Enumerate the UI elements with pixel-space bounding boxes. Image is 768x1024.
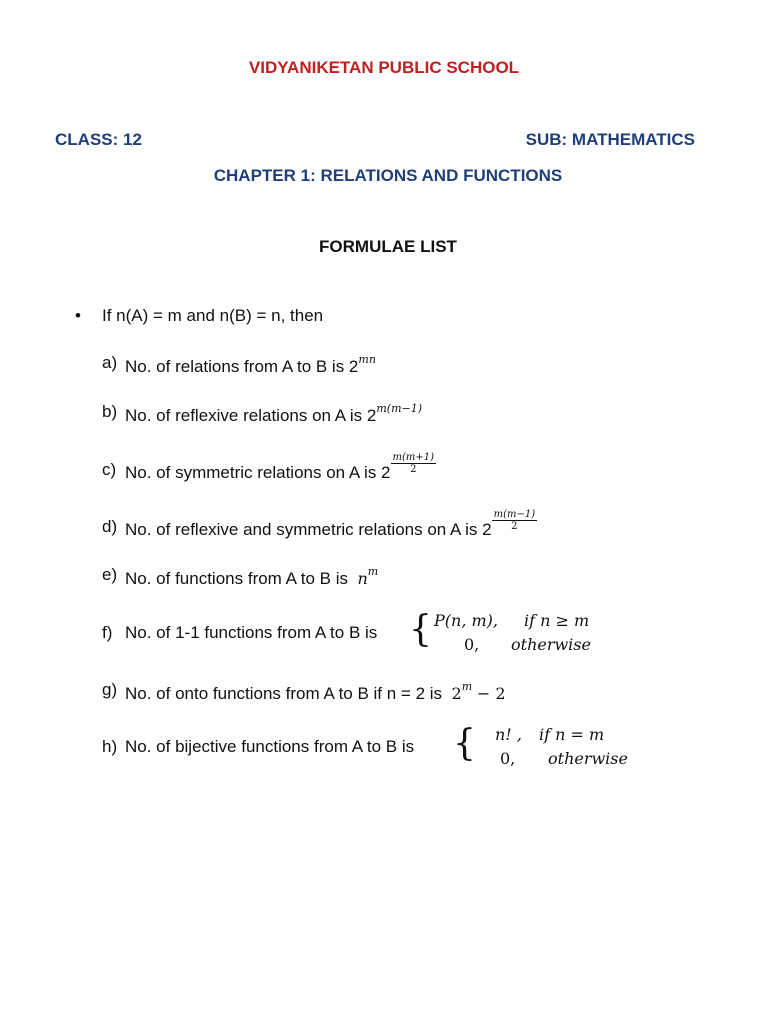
bullet-icon: • <box>75 306 81 325</box>
item-label: c) <box>102 460 117 479</box>
item-text: No. of 1-1 functions from A to B is <box>125 623 378 642</box>
exponent: mn <box>358 353 376 366</box>
bullet-text: If n(A) = m and n(B) = n, then <box>102 306 324 325</box>
item-label: g) <box>102 680 118 699</box>
formula-item <box>125 402 422 426</box>
item-label: a) <box>102 353 118 372</box>
case-value: n! , <box>495 725 522 744</box>
item-text: No. of onto functions from A to B if n = 2 is <box>125 684 443 703</box>
case-value: P(n, m), <box>434 611 498 630</box>
case-condition: if n ≥ m <box>524 611 590 630</box>
class-label: CLASS: 12 <box>55 130 142 149</box>
fraction-exponent <box>492 509 538 532</box>
item-text: No. of symmetric relations on A is 2 <box>125 463 391 482</box>
formula-item <box>125 509 537 540</box>
item-text: No. of functions from A to B is <box>125 569 348 588</box>
item-text: No. of reflexive relations on A is 2 <box>125 406 377 425</box>
exponent: m <box>461 680 473 693</box>
item-label: b) <box>102 402 118 421</box>
formula-item <box>125 680 506 704</box>
section-title: FORMULAE LIST <box>319 237 457 256</box>
exponent: m <box>367 565 379 578</box>
case-condition: otherwise <box>511 635 591 654</box>
chapter-title: CHAPTER 1: RELATIONS AND FUNCTIONS <box>213 166 563 185</box>
formula-tail: − 2 <box>476 684 506 703</box>
item-label: h) <box>102 737 118 756</box>
item-text: No. of relations from A to B is 2 <box>125 357 359 376</box>
item-text: No. of bijective functions from A to B is <box>125 737 415 756</box>
formula-base: n <box>357 569 368 588</box>
case-value: 0, <box>464 635 480 654</box>
formula-item <box>125 353 376 377</box>
school-name: VIDYANIKETAN PUBLIC SCHOOL <box>248 58 520 77</box>
item-label: d) <box>102 517 118 536</box>
formula-base: 2 <box>451 684 462 703</box>
exponent: m(m−1) <box>376 402 423 415</box>
fraction-denominator: 2 <box>511 521 518 532</box>
fraction-numerator: m(m−1) <box>493 509 536 520</box>
case-condition: if n = m <box>539 725 605 744</box>
formula-item <box>125 452 436 483</box>
left-brace-icon: { <box>453 723 476 764</box>
item-text: No. of reflexive and symmetric relations on A is 2 <box>125 520 492 539</box>
subject-label: SUB: MATHEMATICS <box>525 130 695 149</box>
item-label: e) <box>102 565 118 584</box>
left-brace-icon: { <box>409 609 432 650</box>
fraction-numerator: m(m+1) <box>392 452 435 463</box>
item-label: f) <box>102 623 113 642</box>
fraction-denominator: 2 <box>410 464 417 475</box>
case-condition: otherwise <box>548 749 628 768</box>
fraction-exponent <box>391 452 437 475</box>
formula-item <box>125 565 378 589</box>
case-value: 0, <box>500 749 516 768</box>
